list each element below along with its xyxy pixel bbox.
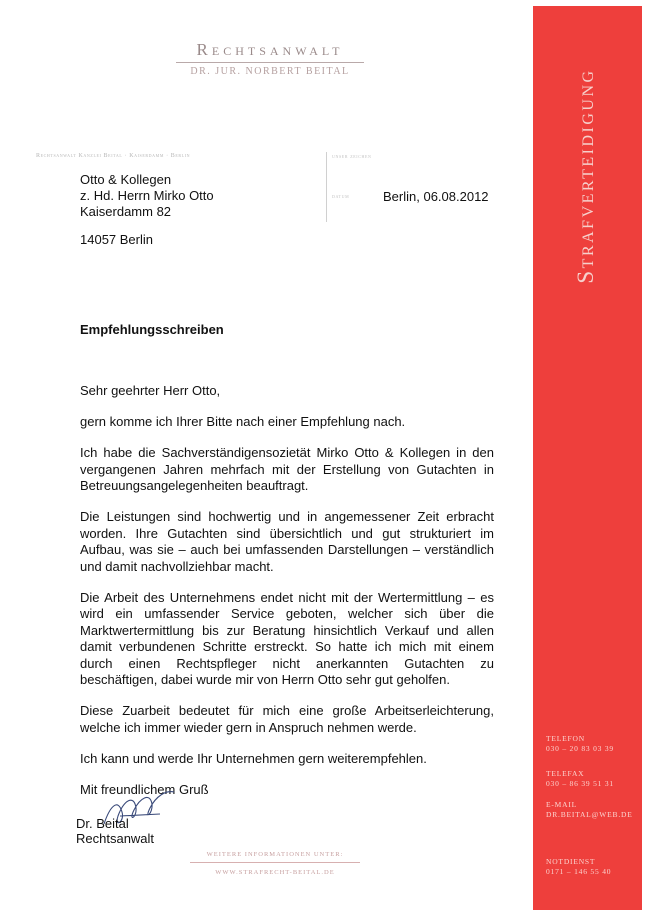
contact-phone: [546, 734, 614, 754]
contact-email: [546, 800, 633, 820]
contact-phone-label: TELEFON: [546, 734, 585, 743]
recipient-company: Otto & Kollegen: [80, 172, 172, 187]
paragraph-4: Die Arbeit des Unternehmens endet nicht mit der Wertermittlung – es wird ein umfassender Service geboten, welcher sich über die Marktwertermittlung bis zur Beratung hinsichtlich Verkauf und allen damit verbundenen Schritte erstreckt. So hatte ich mich mit einem durch einen Rechtspfleger nicht anerkannten Gutachten zu beschäftigen, dabei wurde mir von Herrn Otto sehr gut geholfen.: [80, 589, 494, 687]
footer-divider: [190, 862, 360, 863]
signature-role: Rechtsanwalt: [76, 831, 155, 846]
sidebar: [533, 6, 642, 910]
recipient-street: Kaiserdamm 82: [80, 204, 172, 219]
contact-email-value[interactable]: DR.BEITAL@WEB.DE: [546, 810, 633, 819]
paragraph-5: Diese Zuarbeit bedeutet für mich eine große Arbeitserleichterung, welche ich immer wieder gern in Anspruch nehmen werde.: [80, 703, 494, 735]
reference-tag: unser zeichen: [332, 154, 372, 160]
recipient-address: [80, 172, 214, 220]
letter-date: Berlin, 06.08.2012: [383, 189, 489, 204]
closing: Mit freundlichem Gruß: [80, 781, 209, 797]
footer-info: [190, 851, 360, 876]
letterhead-subtitle: DR. JUR. NORBERT BEITAL: [190, 66, 350, 77]
paragraph-6: Ich kann und werde Ihr Unternehmen gern weiterempfehlen.: [80, 750, 427, 766]
paragraph-1: gern komme ich Ihrer Bitte nach einer Empfehlung nach.: [80, 414, 406, 429]
contact-fax: [546, 769, 614, 789]
recipient-attention: z. Hd. Herrn Mirko Otto: [80, 188, 214, 203]
reference-divider: [326, 152, 327, 222]
signature-block: [76, 816, 154, 846]
contact-phone-value: 030 – 20 83 03 39: [546, 744, 614, 753]
contact-emergency: [546, 857, 611, 877]
contact-fax-label: TELEFAX: [546, 769, 585, 778]
signature-name: Dr. Beital: [76, 816, 129, 831]
contact-emergency-label: NOTDIENST: [546, 857, 596, 866]
contact-emergency-value: 0171 – 146 55 40: [546, 867, 612, 876]
letterhead-title: Rechtsanwalt: [196, 40, 344, 59]
letterhead-divider: [176, 62, 364, 63]
paragraph-3: Die Leistungen sind hochwertig und in angemessener Zeit erbracht worden. Ihre Gutachten sind übersichtlich und gut strukturiert im Aufbau, was sie – auch bei umfassenden Darstellungen – verständlich und damit nachvollziehbar macht.: [80, 509, 494, 574]
footer-url[interactable]: WWW.STRAFRECHT-BEITAL.DE: [215, 869, 335, 876]
contact-fax-value: 030 – 86 39 51 31: [546, 779, 614, 788]
letter-subject: Empfehlungsschreiben: [80, 322, 224, 337]
footer-title: WEITERE INFORMATIONEN UNTER:: [206, 851, 344, 858]
letter-body: [80, 383, 494, 813]
paragraph-2: Ich habe die Sachverständigensozietät Mirko Otto & Kollegen in den vergangenen Jahren mehrfach mit der Erstellung von Gutachten in Betreuungsangelegenheiten beauftragt.: [80, 445, 494, 493]
sidebar-title: Strafverteidigung: [573, 68, 598, 284]
recipient-city: 14057 Berlin: [80, 232, 153, 247]
letterhead: [170, 40, 370, 77]
date-tag: datum: [332, 194, 350, 200]
sender-line: Rechtsanwalt Kanzlei Beital · Kaiserdamm · Berlin: [36, 153, 191, 159]
salutation: Sehr geehrter Herr Otto,: [80, 383, 221, 398]
contact-email-label: E-MAIL: [546, 800, 578, 809]
